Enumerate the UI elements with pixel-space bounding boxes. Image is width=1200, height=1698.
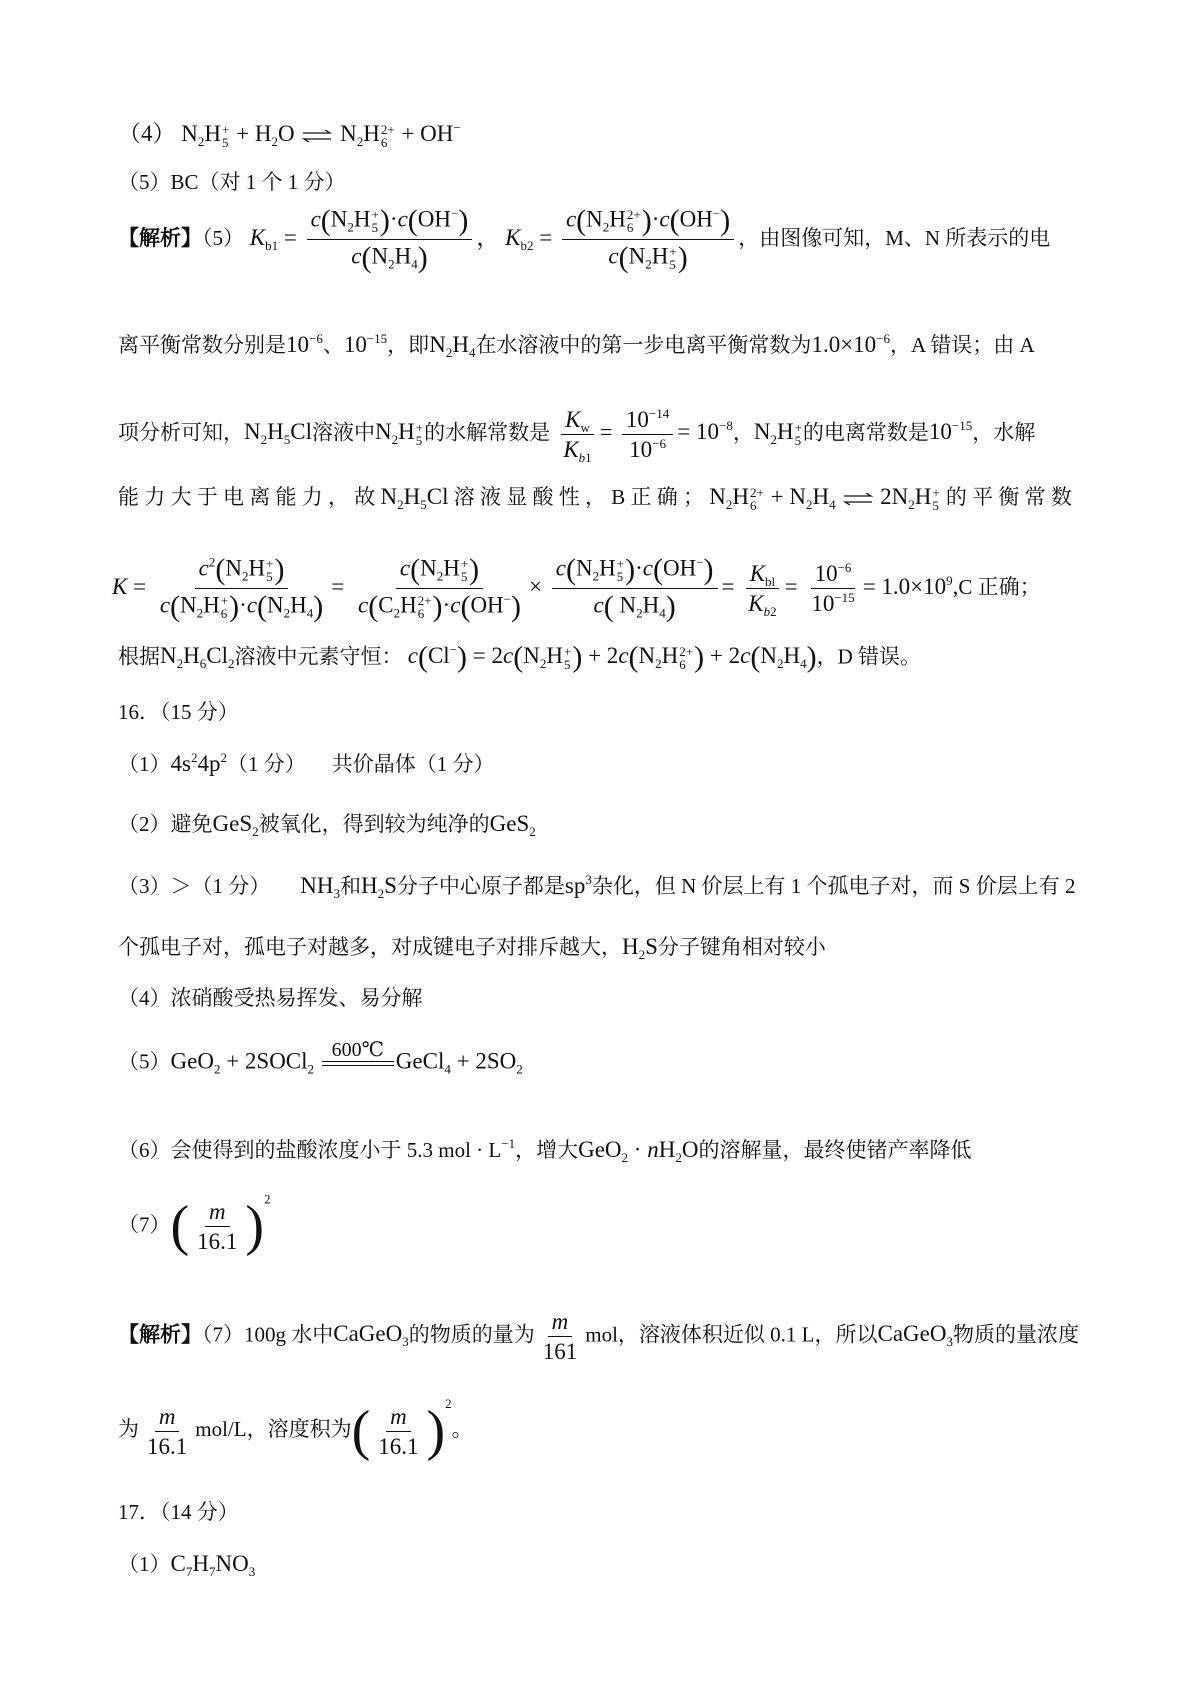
- analysis-5-line4: 能 力 大 于 电 离 能 力 ， 故 $N_2H_5Cl$ 溶 液 显 酸 性 ， B 正 确 ； $N_2H$ 2+ 6 + $N_2H_4$ $2N_2H$ + 5 的 平 衡 常 数: [118, 484, 1072, 513]
- answer-16-4: [118, 988, 423, 1009]
- analysis-5-k-equation: K = $c^2(N_2H$ + 5 ) $c(N_2H$ + 6 )$\cdot c(N_2H_4)$ = $c(N_2H$ + 5 ) $c(C_2H$ 2+ 6 )·c(OH−) × $c(N_2H$ + 5 )·c(OH−) c( $N_2H_4$) = $\frac{K_{bl}}{K_{b2}}$ = $\frac{10^{-6}}{10^{-15}}$ = $1.0\times 10^9,C$ 正确；: [112, 553, 1041, 623]
- k-fraction-5: $\frac{10^{-6}}{10^{-15}}$: [811, 560, 855, 616]
- answer-16-6: （6）会使得到的盐酸浓度小于 5.3 mol · $L^{-1}$，增大$GeO_2 \cdot nH_2O$的溶解量，最终使锗产率降低: [118, 1136, 972, 1165]
- analysis-text: ，水解: [972, 420, 1036, 445]
- analysis-text: （7）100g 水中: [202, 1322, 334, 1347]
- answer-5: [118, 172, 346, 193]
- analysis-text: mol，溶液体积近似 0.1 L，所以: [585, 1322, 878, 1347]
- analysis-text: 根据: [118, 644, 160, 669]
- analysis-text: ，D 错误。: [816, 644, 921, 669]
- question-16-header: [118, 702, 239, 723]
- analysis-text: 的物质的量为: [408, 1322, 535, 1347]
- concentration-fraction: $\frac{m}{16.1}$: [147, 1403, 188, 1459]
- k-fraction-4: $\frac{K_{bl}}{K_{b2}}$: [744, 562, 780, 615]
- analysis-text: 离平衡常数分别是: [118, 333, 286, 357]
- answer-7-fraction: $\frac{m}{16.1}$: [197, 1198, 238, 1254]
- item-number: （6）: [118, 1138, 171, 1162]
- answer-text: 的溶解量，最终使锗产率降低: [698, 1138, 972, 1162]
- answer-text: 避免: [170, 812, 213, 836]
- k-fraction-3: $c(N_2H$ + 5 )·c(OH−) c( $N_2H_4$): [552, 555, 718, 622]
- analysis-text: 的电离常数是: [802, 420, 929, 445]
- answer-16-2: （2）避免GeS$_2$被氧化，得到较为纯净的GeS$_2$: [118, 811, 536, 839]
- answer-16-3: （3）＞（1 分） $NH_3$和$H_2S$分子中心原子都是$sp^3$杂化，但 N 价层上有 1 个孤电子对，而 S 价层上有 2: [118, 872, 1076, 901]
- analysis-text: 为: [118, 1416, 139, 1441]
- analysis-text: 溶 液 显 酸 性 ， B 正 确 ；: [453, 485, 704, 509]
- analysis-text: 的水解常数是: [424, 420, 551, 445]
- answer-text: 和: [339, 874, 361, 898]
- answer-text: 分子键角相对较小: [657, 935, 826, 959]
- equilibrium-arrow-icon: [843, 493, 873, 505]
- analysis-text: C 正确；: [958, 574, 1041, 599]
- item-number: （1）: [118, 752, 171, 776]
- analysis-7-line1: 【解析】（7）100g 水中CaGeO$_3$的物质的量为 $\frac{m}{161}$ mol，溶液体积近似 0.1 L，所以CaGeO$_3$物质的量浓度: [118, 1309, 1079, 1364]
- answer-text: 杂化，但 N 价层上有 1 个孤电子对，而 S 价层上有 2: [591, 874, 1076, 898]
- question-17-header: [118, 1502, 239, 1523]
- item-number: （4）: [118, 986, 171, 1010]
- analysis-5-line6: 根据$N_2H_6Cl_2$溶液中元素守恒： $c(Cl^-) = 2c(N_2H$ + 5 ) + $2c(N_2H$ 2+ 6 ) + $2c(N_2H_4)$，D 错误。: [118, 641, 921, 674]
- item-number: （2）: [118, 812, 171, 836]
- question-number: 16．（15 分）: [118, 700, 239, 724]
- analysis-text: 在水溶液中的第一步电离平衡常数为: [475, 333, 812, 357]
- analysis-7-fraction: $\frac{m}{161}$: [542, 1309, 578, 1364]
- analysis-text: ，由图像可知，M、N 所表示的电: [738, 225, 1051, 250]
- ksp-fraction: $\frac{m}{16.1}$: [378, 1403, 419, 1459]
- analysis-text: mol/L，溶度积为: [195, 1416, 352, 1441]
- answer-text: ＞（1 分）: [170, 874, 271, 898]
- answer-16-7: （7）( $\frac{m}{16.1}$ )$^2$: [118, 1191, 271, 1257]
- analysis-text: ，即: [387, 333, 430, 357]
- answer-text: 个孤电子对，孤电子对越多，对成键电子对排斥越大，: [118, 935, 622, 959]
- answer-text: 共价晶体（1 分）: [331, 752, 495, 776]
- analysis-5-line2: 离平衡常数分别是$10^{-6}$、$10^{-15}$，即$N_2H_4$在水溶液中的第一步电离平衡常数为$1.0\times 10^{-6}$，A 错误；由 A: [118, 331, 1035, 360]
- item-number: （3）: [118, 874, 171, 898]
- answer-16-1: $(1)4s^24p^2(1$ 分） 共价晶体（1 分）: [118, 750, 495, 776]
- answer-text: BC（对 1 个 1 分）: [170, 170, 346, 194]
- k-fraction-1: $c^2(N_2H$ + 5 ) $c(N_2H$ + 6 )$\cdot c(N_2H_4)$: [159, 553, 324, 623]
- answer-text: （1 分）: [226, 752, 306, 776]
- reaction-condition: 600℃: [322, 1040, 394, 1086]
- analysis-text: ，: [732, 420, 754, 445]
- analysis-text: ，A 错误；由 A: [890, 333, 1035, 357]
- kb2-fraction: $c(N_2H$ 2+ 6 )·c(OH−) $c(N_2H$ + 5 ): [562, 206, 734, 273]
- item-number: （7）: [118, 1212, 171, 1237]
- equilibrium-arrow-icon: [302, 130, 332, 142]
- item-number: （1）: [118, 1552, 171, 1576]
- analysis-5-line1: 【解析】（5） $K_{b1}$ = $c(N_2H$ + 5 )·c(OH−) $c(N_2H_4)$ ， $K_{b2}$ = $c(N_2H$ 2+ 6 )·c(OH−) $c(N_2H$ + 5 ) ，由图像可知，M、N 所表示的电: [118, 204, 1051, 274]
- analysis-7-line2: 为 $\frac{m}{16.1}$ mol/L，溶度积为( $\frac{m}{16.1}$ )$^2$。: [118, 1395, 473, 1462]
- answer-text: 会使得到的盐酸浓度小于 5.3 mol · L: [170, 1138, 502, 1162]
- analysis-text: 能 力 大 于 电 离 能 力 ， 故: [118, 485, 376, 509]
- analysis-text: 。: [451, 1416, 473, 1441]
- question-number: 17．（14 分）: [118, 1500, 239, 1524]
- answer-4: （4） $N_2H$ + 5 + $H_2O$ $N_2H$ 2+ 6 + OH−: [118, 120, 461, 150]
- answer-text: 分子中心原子都是: [396, 874, 565, 898]
- answer-16-3-line2: 个孤电子对，孤电子对越多，对成键电子对排斥越大，$H_2S$分子键角相对较小: [118, 934, 826, 962]
- answer-16-5: （5）GeO$_2$ + 2SOCl$_2$ 600℃ GeCl$_4$ + $2SO_2$: [118, 1040, 523, 1086]
- answer-text: 被氧化，得到较为纯净的: [258, 812, 490, 836]
- hydrolysis-fraction: $\frac{K_w}{K_{b1}}$: [559, 408, 595, 461]
- analysis-text: 溶液中: [311, 420, 375, 445]
- analysis-text: 、: [322, 333, 344, 357]
- analysis-text: 的 平 衡 常 数: [945, 485, 1072, 509]
- analysis-5-line3: 项分析可知，$N_2H_5Cl$溶液中$N_2H$ + 5 的水解常数是 $\frac{K_w}{K_{b1}}$ = $\frac{10^{-14}}{10^{-6}}$ = $10^{-8}$，$N_2H$ + 5 的电离常数是$10^{-15}$，水解: [118, 406, 1036, 465]
- item-number: （4）: [118, 121, 176, 146]
- analysis-text: 溶液中元素守恒：: [234, 644, 403, 669]
- analysis-text: 项分析可知，: [118, 420, 244, 445]
- item-number: （5）: [118, 1049, 171, 1074]
- analysis-text: 物质的量浓度: [952, 1322, 1079, 1347]
- analysis-tag: 【解析】: [118, 1322, 202, 1347]
- item-number: （5）: [202, 225, 244, 250]
- answer-17-1: $(1)C_7H_7NO_3$: [118, 1551, 256, 1579]
- kb1-fraction: $c(N_2H$ + 5 )·c(OH−) $c(N_2H_4)$: [307, 206, 473, 273]
- item-number: （5）: [118, 170, 171, 194]
- analysis-tag: 【解析】: [118, 225, 202, 250]
- answer-text: ，增大: [515, 1138, 579, 1162]
- k-fraction-2: $c(N_2H$ + 5 ) $c(C_2H$ 2+ 6 )·c(OH−): [358, 553, 522, 623]
- hydrolysis-value-fraction: $\frac{10^{-14}}{10^{-6}}$: [622, 408, 673, 461]
- answer-text: 浓硝酸受热易挥发、易分解: [170, 986, 423, 1010]
